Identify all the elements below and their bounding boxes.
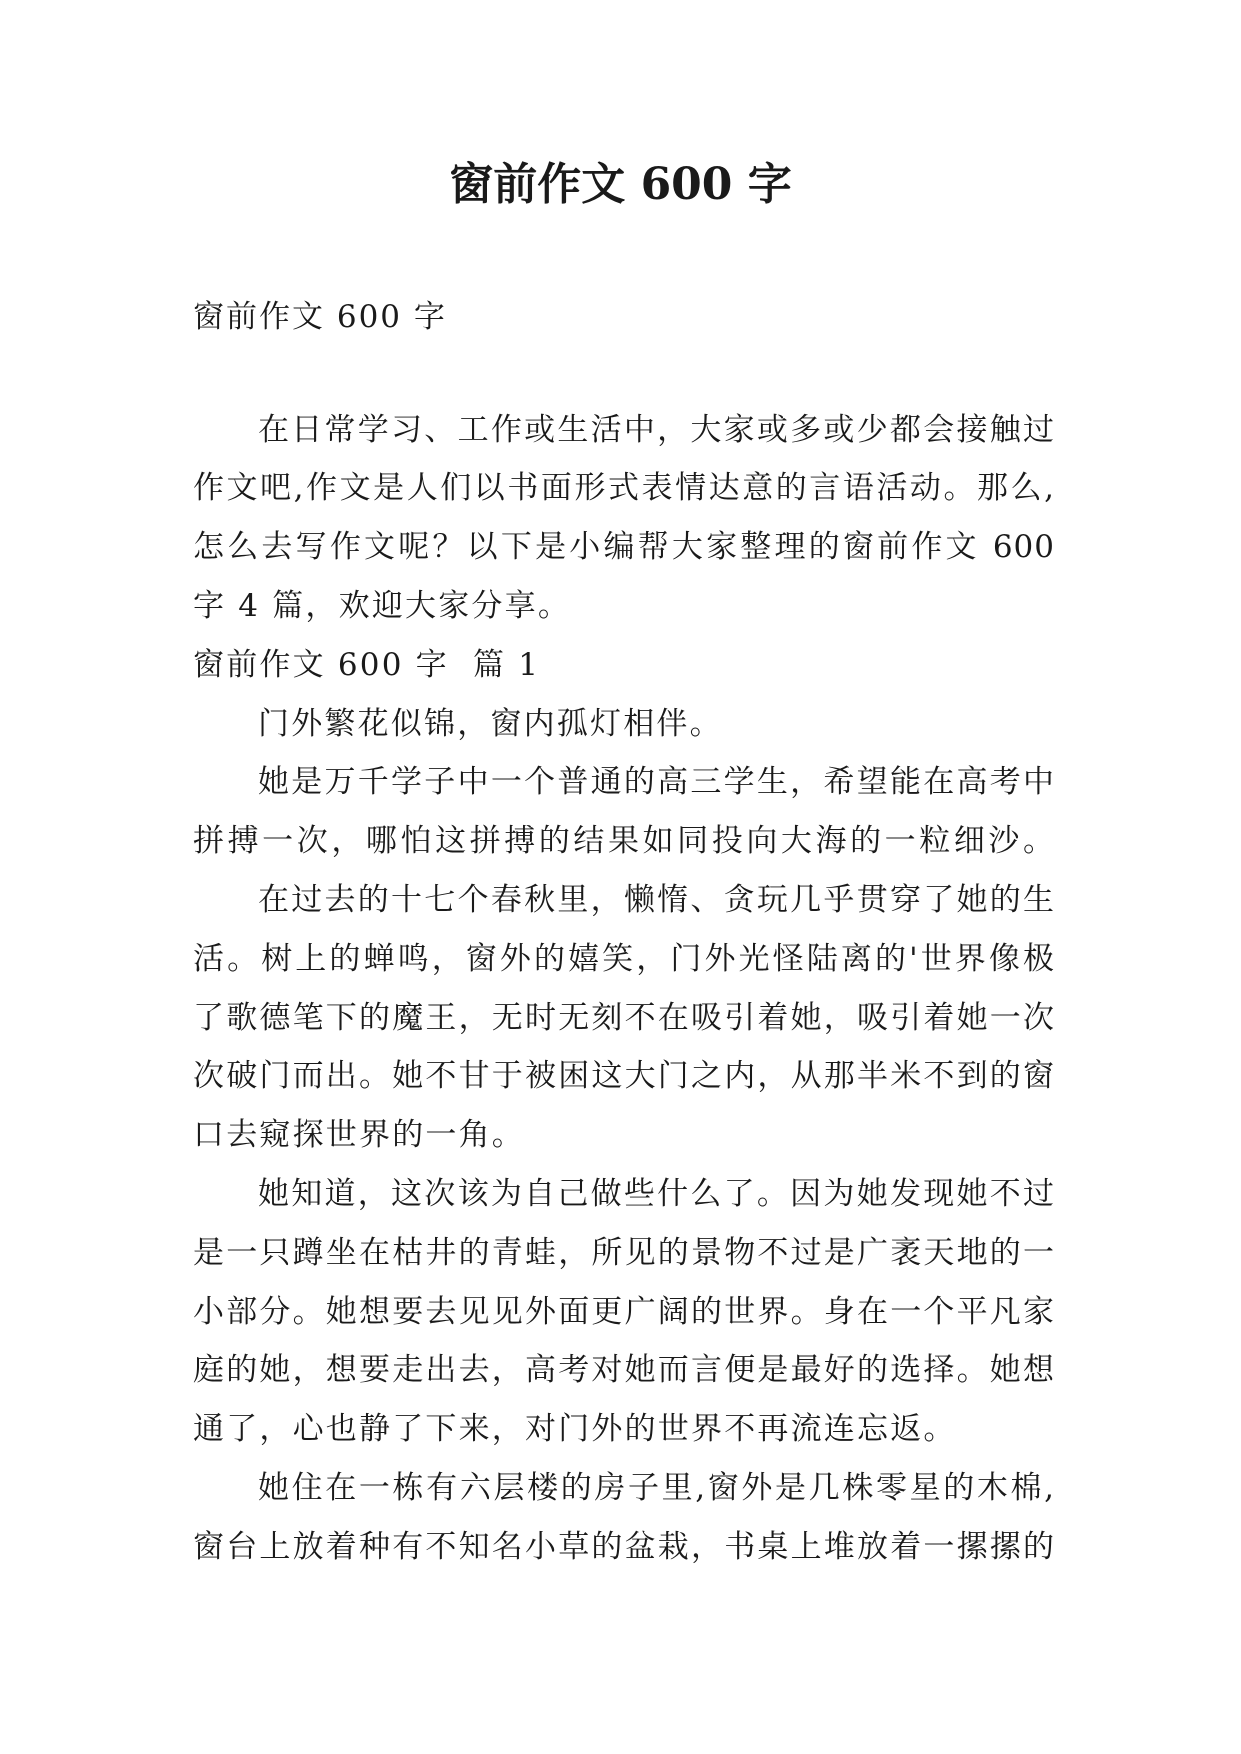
paragraph-line: 拼搏一次，哪怕这拼搏的结果如同投向大海的一粒细沙。: [193, 823, 1055, 860]
section-heading: 窗前作文 600 字 篇 1: [193, 646, 541, 683]
paragraph-line: 活。树上的蝉鸣，窗外的嬉笑，门外光怪陆离的'世界像极: [193, 940, 1055, 977]
document-subtitle: 窗前作文 600 字: [193, 299, 447, 335]
paragraph-line: 她是万千学子中一个普通的高三学生，希望能在高考中: [258, 764, 1055, 801]
paragraph: [193, 695, 1055, 754]
paragraph-line: 口去窥探世界的一角。: [193, 1117, 525, 1154]
document-body: [193, 401, 1055, 1577]
paragraph-line: 她知道，这次该为自己做些什么了。因为她发现她不过: [258, 1175, 1055, 1212]
paragraph: [193, 871, 1055, 1165]
paragraph: [193, 1459, 1055, 1577]
paragraph-line: 了歌德笔下的魔王，无时无刻不在吸引着她，吸引着她一次: [193, 999, 1055, 1036]
paragraph-line: 庭的她，想要走出去，高考对她而言便是最好的选择。她想: [193, 1352, 1055, 1389]
paragraph-line: 通了，心也静了下来，对门外的世界不再流连忘返。: [193, 1411, 957, 1448]
paragraph-line: 在过去的十七个春秋里，懒惰、贪玩几乎贯穿了她的生: [258, 881, 1055, 918]
paragraph: [193, 753, 1055, 871]
paragraph-line: 小部分。她想要去见见外面更广阔的世界。身在一个平凡家: [193, 1293, 1055, 1330]
paragraph-line: 她住在一栋有六层楼的房子里,窗外是几株零星的木棉,: [258, 1469, 1055, 1506]
paragraph-line: 字 4 篇，欢迎大家分享。: [193, 587, 572, 624]
paragraph-line: 在日常学习、工作或生活中，大家或多或少都会接触过: [258, 411, 1055, 448]
paragraph-line: 怎么去写作文呢？以下是小编帮大家整理的窗前作文 600: [193, 529, 1055, 566]
document-title: 窗前作文 600 字: [449, 159, 792, 210]
paragraph-line: 作文吧,作文是人们以书面形式表情达意的言语活动。那么,: [193, 470, 1055, 507]
paragraph-line: 是一只蹲坐在枯井的青蛙，所见的景物不过是广袤天地的一: [193, 1234, 1055, 1271]
paragraph: [193, 1165, 1055, 1459]
paragraph-line: 窗台上放着种有不知名小草的盆栽，书桌上堆放着一摞摞的: [193, 1528, 1055, 1565]
paragraph-line: 次破门而出。她不甘于被困这大门之内，从那半米不到的窗: [193, 1058, 1055, 1095]
paragraph-line: 门外繁花似锦，窗内孤灯相伴。: [258, 705, 723, 742]
paragraph-intro: [193, 401, 1055, 636]
